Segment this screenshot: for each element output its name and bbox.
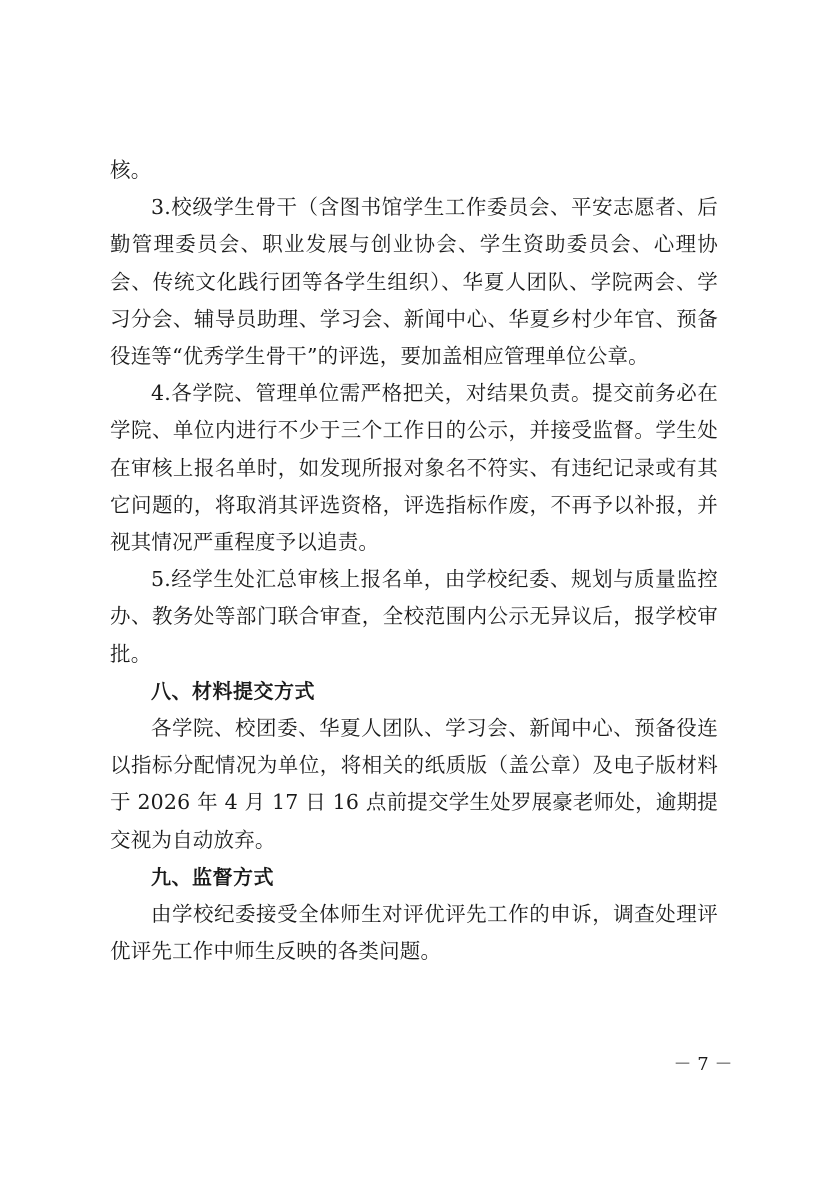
section-heading-submission: 八、材料提交方式 [151, 678, 315, 703]
paragraph-submission: 各学院、校团委、华夏人团队、学习会、新闻中心、预备役连以指标分配情况为单位，将相关的纸质版（盖公章）及电子版材料于 2026 年 4 月 17 日 16 点前提交学生处罗展豪老师处，逾期提交视为自动放弃。 [110, 716, 718, 852]
section-heading-supervision: 九、监督方式 [151, 864, 274, 889]
paragraph-continuation: 核。 [110, 158, 152, 182]
paragraph-item-5: 5.经学生处汇总审核上报名单，由学校纪委、规划与质量监控办、教务处等部门联合审查，全校范围内公示无异议后，报学校审批。 [110, 567, 718, 666]
paragraph-supervision: 由学校纪委接受全体师生对评优评先工作的申诉，调查处理评优评先工作中师生反映的各类问题。 [110, 902, 718, 964]
paragraph-item-4: 4.各学院、管理单位需严格把关，对结果负责。提交前务必在学院、单位内进行不少于三个工作日的公示，并接受监督。学生处在审核上报名单时，如发现所报对象名不符实、有违纪记录或有其它问题的，将取消其评选资格，评选指标作废，不再予以补报，并视其情况严重程度予以追责。 [110, 381, 718, 555]
paragraph-item-3: 3.校级学生骨干（含图书馆学生工作委员会、平安志愿者、后勤管理委员会、职业发展与创业协会、学生资助委员会、心理协会、传统文化践行团等各学生组织）、华夏人团队、学院两会、学习分会、辅导员助理、学习会、新闻中心、华夏乡村少年官、预备役连等“优秀学生骨干”的评选，要加盖相应管理单位公章。 [110, 195, 718, 369]
page-number: － 7 － [673, 1054, 733, 1075]
document-body [110, 152, 718, 970]
